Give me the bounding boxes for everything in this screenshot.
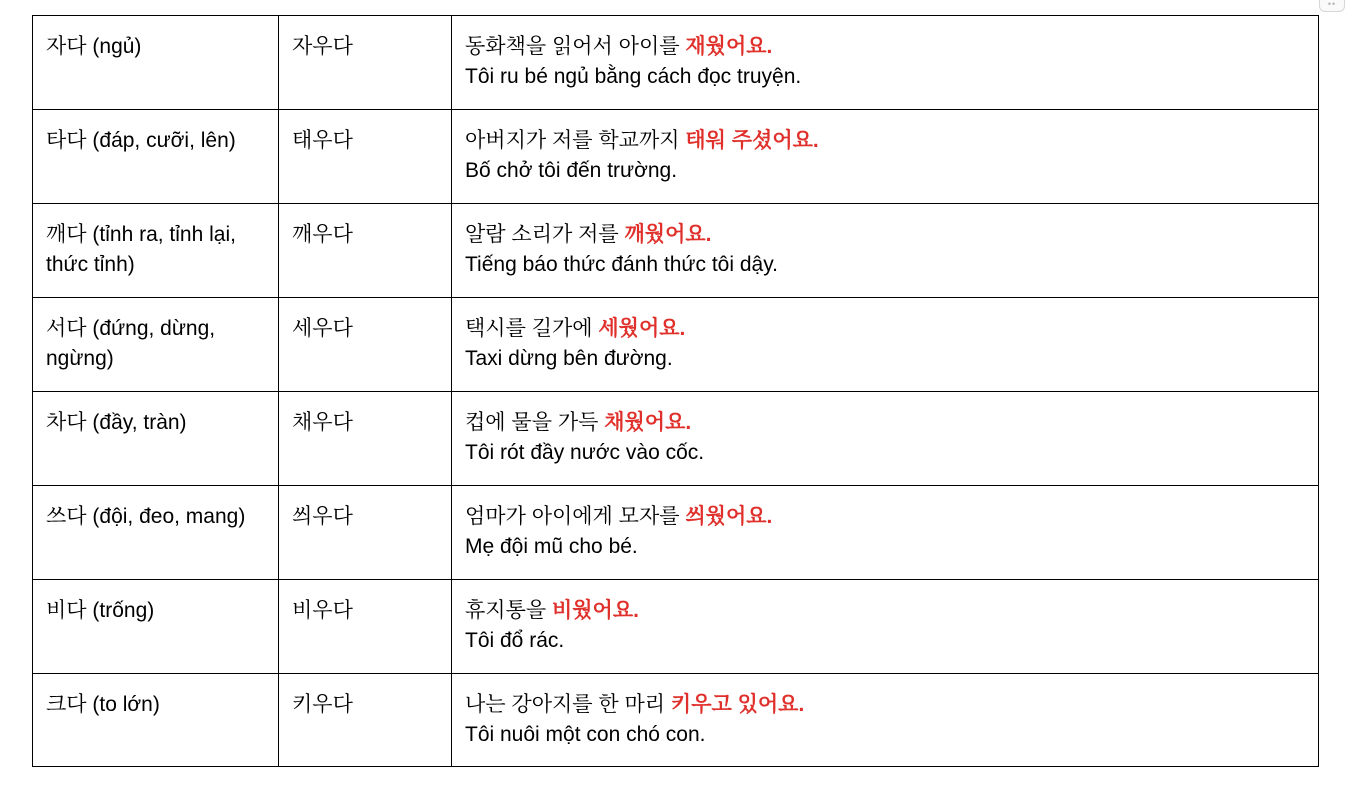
table-row [33, 204, 1319, 298]
causative-verb-cell: 깨우다 [279, 204, 452, 298]
table-row [33, 674, 1319, 767]
korean-example: 아버지가 저를 학교까지 태워 주셨어요. [465, 129, 819, 152]
causative-verb-cell: 채우다 [279, 392, 452, 486]
vietnamese-translation: Tiếng báo thức đánh thức tôi dậy. [465, 253, 778, 276]
korean-example: 알람 소리가 저를 깨웠어요. [465, 223, 712, 246]
causative-verb-table [32, 15, 1319, 767]
causative-verb-cell: 자우다 [279, 16, 452, 110]
highlighted-verb: 태워 주셨어요. [685, 129, 819, 152]
vietnamese-translation: Tôi đổ rác. [465, 629, 565, 652]
base-verb-cell: 깨다 (tỉnh ra, tỉnh lại, thức tỉnh) [33, 204, 279, 298]
highlighted-verb: 채웠어요. [604, 411, 692, 434]
example-cell [452, 486, 1319, 580]
base-verb-cell: 타다 (đáp, cưỡi, lên) [33, 110, 279, 204]
table-row [33, 392, 1319, 486]
highlighted-verb: 비웠어요. [551, 599, 639, 622]
vietnamese-translation: Mẹ đội mũ cho bé. [465, 535, 638, 558]
example-cell [452, 298, 1319, 392]
example-cell [452, 392, 1319, 486]
more-options-icon[interactable]: •• [1319, 0, 1345, 12]
highlighted-verb: 세웠어요. [598, 317, 686, 340]
causative-verb-cell: 태우다 [279, 110, 452, 204]
base-verb-cell: 차다 (đầy, tràn) [33, 392, 279, 486]
highlighted-verb: 깨웠어요. [624, 223, 712, 246]
example-cell [452, 674, 1319, 767]
korean-example: 컵에 물을 가득 채웠어요. [465, 411, 692, 434]
vietnamese-translation: Tôi ru bé ngủ bằng cách đọc truyện. [465, 65, 802, 88]
korean-example: 나는 강아지를 한 마리 키우고 있어요. [465, 693, 805, 716]
table-row [33, 16, 1319, 110]
highlighted-verb: 키우고 있어요. [670, 693, 805, 716]
base-verb-cell: 쓰다 (đội, đeo, mang) [33, 486, 279, 580]
highlighted-verb: 씌웠어요. [685, 505, 773, 528]
example-cell [452, 580, 1319, 674]
table-row [33, 298, 1319, 392]
causative-verb-cell: 세우다 [279, 298, 452, 392]
highlighted-verb: 재웠어요. [685, 35, 773, 58]
causative-verb-cell: 비우다 [279, 580, 452, 674]
vietnamese-translation: Bố chở tôi đến trường. [465, 159, 678, 182]
causative-verb-cell: 씌우다 [279, 486, 452, 580]
korean-example: 택시를 길가에 세웠어요. [465, 317, 686, 340]
korean-example: 휴지통을 비웠어요. [465, 599, 639, 622]
base-verb-cell: 크다 (to lớn) [33, 674, 279, 767]
vietnamese-translation: Taxi dừng bên đường. [465, 347, 673, 370]
example-cell [452, 110, 1319, 204]
vietnamese-translation: Tôi nuôi một con chó con. [465, 723, 706, 746]
example-cell [452, 16, 1319, 110]
base-verb-cell: 자다 (ngủ) [33, 16, 279, 110]
table-row [33, 486, 1319, 580]
example-cell [452, 204, 1319, 298]
table-row [33, 580, 1319, 674]
korean-example: 엄마가 아이에게 모자를 씌웠어요. [465, 505, 773, 528]
base-verb-cell: 비다 (trống) [33, 580, 279, 674]
vietnamese-translation: Tôi rót đầy nước vào cốc. [465, 441, 705, 464]
table-row [33, 110, 1319, 204]
causative-verb-cell: 키우다 [279, 674, 452, 767]
korean-example: 동화책을 읽어서 아이를 재웠어요. [465, 35, 773, 58]
base-verb-cell: 서다 (đứng, dừng, ngừng) [33, 298, 279, 392]
